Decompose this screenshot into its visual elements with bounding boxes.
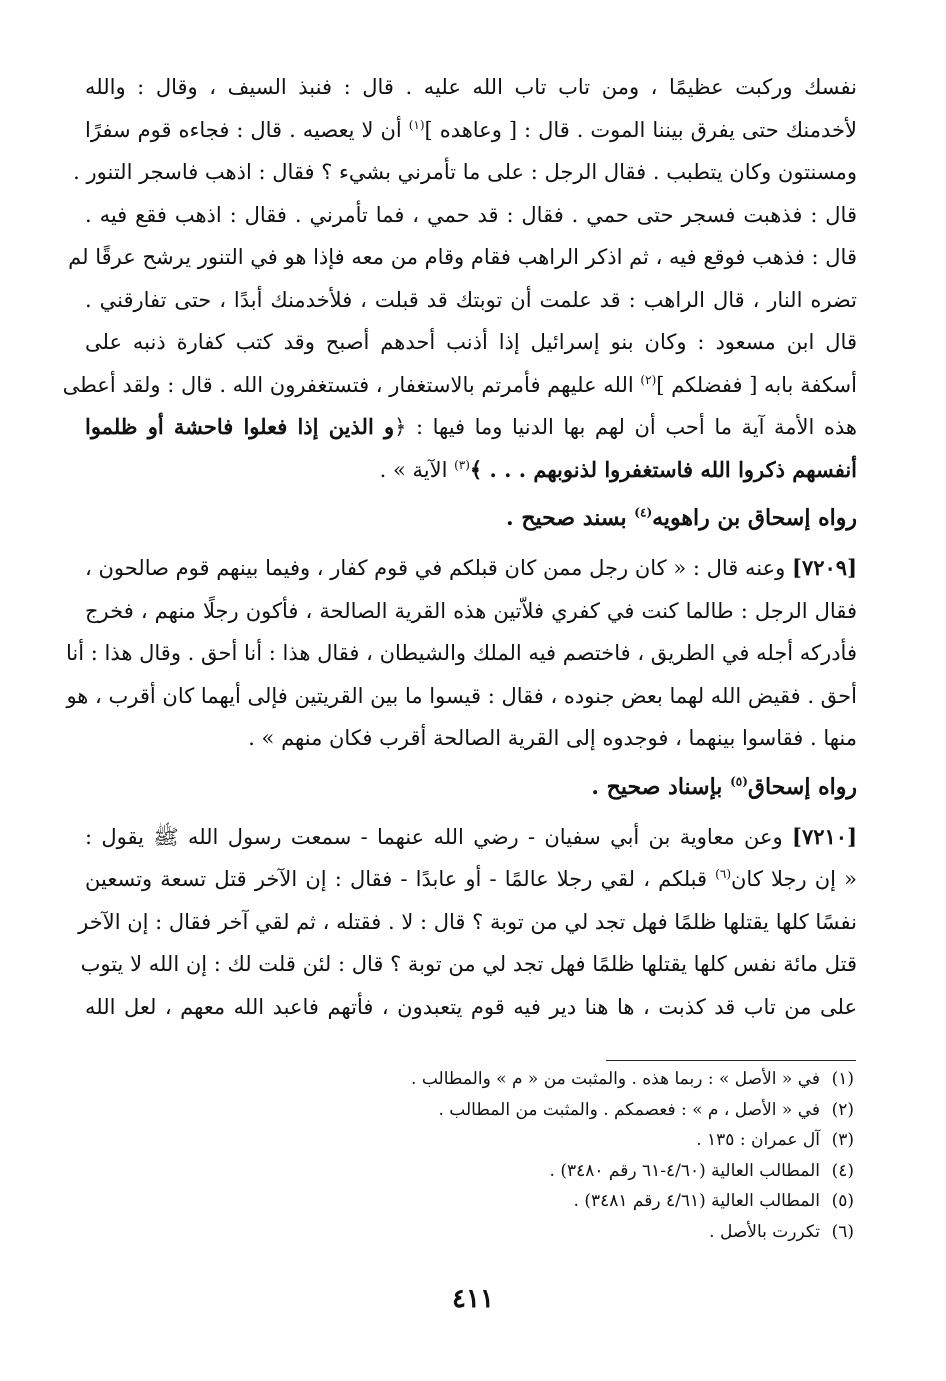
text-segment: وعنه قال : « كان رجل ممن كان قبلكم في قوم كفار ، وفيما بينهم قوم صالحون ، [85, 556, 792, 580]
text-line [62, 364, 857, 407]
paragraph-continuation [62, 66, 858, 491]
footnote-number: (١) [831, 1069, 854, 1089]
text-line: تضره النار ، قال الراهب : قد علمت أن توبتك قد قبلت ، فلأخدمنك أبدًا ، حتى تفارقني . [85, 287, 857, 312]
text-segment: وعن معاوية بن أبي سفيان - رضي الله عنهما - سمعت رسول الله ﷺ يقول : [85, 824, 792, 849]
quran-verse: و الذين إذا فعلوا فاحشة أو ظلموا [85, 414, 395, 439]
footnote-text: في « الأصل ، م » : فعصمكم . والمثبت من المطالب . [438, 1099, 820, 1120]
source-grade: بإسناد صحيح . [591, 773, 731, 800]
text-line [85, 858, 857, 901]
text-segment: أسكفة بابه [ ففضلكم ] [656, 372, 857, 397]
text-line [85, 816, 857, 859]
footnote-text: المطالب العالية (٤/٦١ رقم ٣٤٨١) . [573, 1191, 820, 1211]
footnote-ref: (٣) [454, 457, 470, 472]
footnote-number: (٣) [831, 1130, 854, 1150]
footnote [334, 1186, 854, 1217]
page-number: ٤١١ [452, 1284, 494, 1314]
source-grade: بسند صحيح . [506, 505, 635, 531]
footnote-number: (٦) [831, 1221, 854, 1242]
footnote-ref: (٥) [730, 774, 748, 789]
footnote-text: المطالب العالية (٤/٦٠-٦١ رقم ٣٤٨٠) . [549, 1160, 820, 1181]
text-segment: أن لا يعصيه . قال : فجاءه قوم سفرًا [85, 117, 409, 142]
text-line: نفسًا كلها يقتلها ظلمًا فهل تجد لي من توبة ؟ قال : لا . فقتله ، ثم لقي آخر فقال : إن الآخر [78, 909, 857, 934]
page-body [62, 66, 858, 1028]
text-line: فأدركه أجله في الطريق ، فاختصم فيه الملك والشيطان ، فقال هذا : أنا أحق . وقال هذا : أنا [66, 641, 857, 665]
hadith-number: [٧٢١٠] [792, 823, 857, 849]
text-line: قال : فذهب فوقع فيه ، ثم اذكر الراهب فقام وقام من معه فإذا هو في التنور يرشح عرقًا لم [68, 245, 857, 269]
text-line: ومسنتون وكان يتطبب . فقال الرجل : على ما تأمرني بشيء ؟ فقال : اذهب فاسجر التنور . [73, 160, 857, 184]
hadith-7209 [66, 547, 857, 760]
footnote-text: تكررت بالأصل . [709, 1221, 820, 1242]
hadith-7210 [78, 816, 857, 1029]
text-segment: الله عليهم فأمرتم بالاستغفار ، فتستغفرون الله . قال : ولقد أعطى [62, 372, 641, 397]
text-line: أحق . فقيض الله لهما بعض جنوده ، فقال : قيسوا ما بين القريتين فإلى أيهما كان أقرب ، هو [66, 683, 857, 708]
text-line: فقال الرجل : طالما كنت في كفري فلاّتين هذه القرية الصالحة ، فأكون رجلًا منهم ، فخرج [85, 598, 857, 623]
text-segment: « إن رجلا كان [731, 867, 857, 891]
source-line [85, 495, 857, 541]
footnotes [334, 1064, 854, 1247]
footnote-text: آل عمران : ١٣٥ . [696, 1130, 820, 1150]
footnote [334, 1217, 854, 1248]
text-line: نفسك وركبت عظيمًا ، ومن تاب تاب الله عليه . قال : فنبذ السيف ، وقال : والله [85, 75, 857, 99]
hadith-number: [٧٢٠٩] [792, 555, 857, 580]
footnote-number: (٢) [831, 1099, 854, 1120]
source-line [85, 764, 857, 810]
footnote-divider [606, 1060, 856, 1061]
source-text: رواه إسحاق [747, 773, 857, 800]
text-line [85, 109, 857, 152]
footnote [334, 1095, 854, 1126]
footnote-ref: (٢) [640, 372, 657, 387]
footnote [334, 1064, 854, 1095]
quran-verse: أنفسهم ذكروا الله فاستغفروا لذنوبهم . . . ﴾ [469, 456, 857, 482]
text-line: على من تاب قد كذبت ، ها هنا دير فيه قوم يتعبدون ، فأتهم فاعبد الله معهم ، لعل الله [85, 994, 857, 1019]
text-line: قتل مائة نفس كلها يقتلها ظلمًا فهل تجد لي من توبة ؟ قال : لئن قلت لك : إن الله لا يتوب [80, 952, 857, 976]
source-text: رواه إسحاق بن راهويه [652, 505, 857, 531]
footnote-text: في « الأصل » : ربما هذه . والمثبت من « م » والمطالب . [411, 1069, 820, 1089]
text-line: منها . فقاسوا بينهما ، فوجدوه إلى القرية الصالحة أقرب فكان منهم » . [248, 726, 857, 750]
text-segment: لأخدمنك حتى يفرق بيننا الموت . قال : [ وعاهده ] [424, 117, 858, 142]
footnote [334, 1156, 854, 1187]
text-line [85, 547, 857, 590]
footnote-number: (٥) [831, 1191, 854, 1211]
footnote-ref: (٤) [634, 505, 653, 520]
text-segment: هذه الأمة آية ما أحب أن لهم بها الدنيا وما فيها : ﴿ [394, 415, 858, 439]
text-line [85, 449, 857, 492]
text-line [85, 406, 857, 449]
text-line: قال : فذهبت فسجر حتى حمي . فقال : قد حمي ، فما تأمرني . فقال : اذهب فقع فيه . [85, 202, 857, 227]
text-line: قال ابن مسعود : وكان بنو إسرائيل إذا أذنب أحدهم أصبح وقد كتب كفارة ذنبه على [85, 330, 857, 354]
footnote [334, 1125, 854, 1156]
footnote-ref: (١) [408, 117, 425, 132]
footnote-ref: (٦) [715, 867, 731, 881]
text-segment: الآية » . [379, 457, 455, 482]
text-segment: قبلكم ، لقي رجلا عالمًا - أو عابدًا - فقال : إن الآخر قتل تسعة وتسعين [85, 867, 716, 891]
footnote-number: (٤) [831, 1160, 854, 1181]
